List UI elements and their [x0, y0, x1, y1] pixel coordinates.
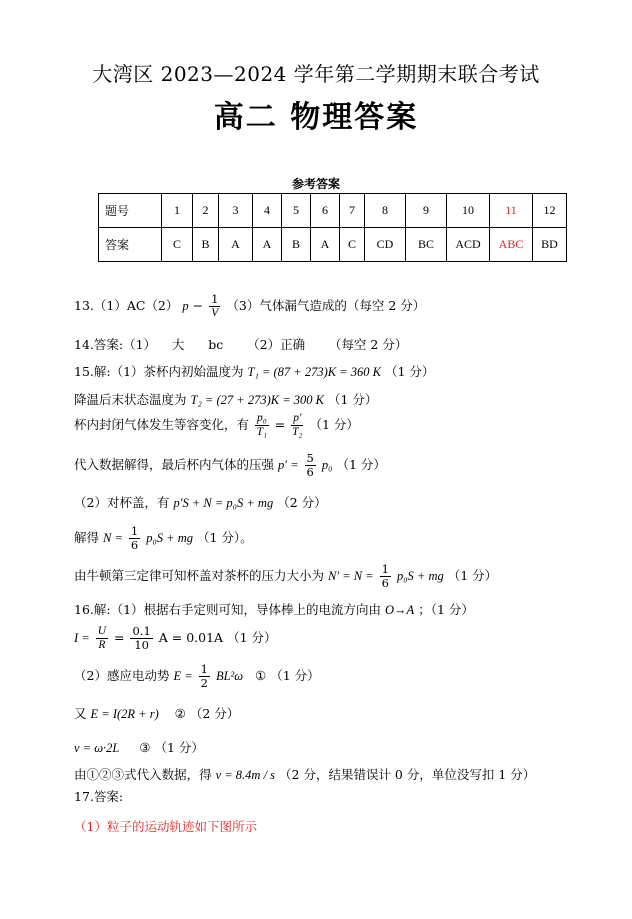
table-cell: 1	[162, 194, 193, 228]
table-cell: B	[282, 228, 311, 262]
q16-line-2	[74, 625, 277, 652]
q16-l3-score: （1 分）	[270, 668, 320, 683]
q15-l3-eq: =	[274, 417, 286, 432]
frac-num: 5	[306, 451, 314, 465]
q15-l3-text: 杯内封闭气体发生等容变化，有	[74, 417, 250, 432]
q16-l2-frac2	[130, 625, 152, 652]
q15-l1-text: 15.解:（1）茶杯内初始温度为	[74, 364, 244, 379]
table-cell: 6	[311, 194, 340, 228]
table-cell: 2	[193, 194, 219, 228]
table-cell: 8	[365, 194, 406, 228]
q15-l6-text: 解得	[74, 530, 100, 545]
q15-l5-text: （2）对杯盖，有	[74, 495, 170, 510]
q15-l7-rhs: p₀S + mg	[396, 569, 444, 583]
q15-l4-rhs: p₀	[321, 458, 333, 472]
table-cell: CD	[365, 228, 406, 262]
equation-ref-1: ①	[86, 767, 100, 782]
q15-line-4	[74, 452, 386, 479]
frac-num: U	[97, 625, 107, 637]
q16-line-4	[74, 704, 239, 722]
q15-l5-score: （2 分）	[277, 495, 327, 510]
q15-l5-math: p′S + N = p₀S + mg	[173, 496, 274, 510]
q13-p: p	[182, 299, 189, 313]
table-cell: BD	[533, 228, 567, 262]
answer-row	[99, 228, 567, 262]
q16-l2-rhs: A = 0.01A	[158, 630, 224, 645]
q15-l3-frac2	[291, 412, 303, 439]
q13-line	[74, 293, 425, 320]
q15-line-7	[74, 563, 497, 590]
frac-den: R	[98, 639, 106, 651]
q17-title: 17.答案:	[74, 789, 124, 804]
answer-table-caption: 参考答案	[291, 177, 340, 191]
q16-l2-score: （1 分）	[227, 630, 277, 645]
frac-num: 1	[381, 562, 389, 576]
q17-red-line: （1）粒子的运动轨迹如下图所示	[74, 819, 257, 834]
q15-line-6	[74, 525, 253, 552]
q15-l4-text: 代入数据解得，最后杯内气体的压强	[74, 457, 275, 472]
q15-l2-text: 降温后末状态温度为	[74, 392, 187, 407]
q15-line-1	[74, 362, 434, 380]
q16-l4-text: 又	[74, 706, 87, 721]
q16-line-3	[74, 663, 320, 690]
equation-ref-2: ②	[99, 767, 112, 782]
q16-l6-math: v = 8.4m / s	[215, 768, 276, 782]
table-cell-highlight: ABC	[490, 228, 533, 262]
q13-minus: −	[192, 298, 204, 313]
q15-l1-score: （1 分）	[385, 364, 435, 379]
q16-l1-math: O→A	[385, 603, 415, 617]
q16-l2-eq: =	[114, 630, 125, 645]
q15-l2-score: （1 分）	[327, 392, 378, 407]
answer-table	[98, 193, 567, 262]
q15-l7-score: （1 分）	[447, 568, 498, 583]
q15-l6-rhs: p₀S + mg	[146, 531, 194, 545]
table-cell: 5	[282, 194, 311, 228]
q16-l4-math: E = I(2R + r)	[90, 707, 159, 721]
table-cell: 10	[447, 194, 490, 228]
frac-den: T₁	[256, 426, 268, 438]
q16-line-6	[74, 765, 535, 783]
table-cell: 12	[533, 194, 567, 228]
table-cell: 9	[406, 194, 447, 228]
table-cell-highlight: 11	[490, 194, 533, 228]
equation-mark-3: ③	[139, 740, 151, 755]
question-number-row	[99, 194, 567, 228]
frac-num: p′	[293, 412, 302, 424]
q15-l6-score: （1 分）。	[197, 530, 253, 545]
q15-l6-frac	[129, 525, 140, 552]
q15-line-2	[74, 390, 377, 408]
q16-line-5	[74, 738, 204, 756]
subject-title: 高二 物理答案	[213, 100, 419, 135]
table-cell: BC	[406, 228, 447, 262]
equation-ref-3: ③	[111, 767, 125, 782]
q16-l5-math: v = ω·2L	[74, 741, 120, 755]
frac-num: 1	[130, 524, 139, 538]
q14-line: 14.答案:（1） 大 bc （2）正确 （每空 2 分）	[74, 337, 408, 352]
q16-l1-score: ；（1 分）	[418, 602, 474, 617]
frac-den: 2	[200, 676, 208, 690]
q13-frac-den: V	[211, 307, 219, 319]
q13-text-b: （3）气体漏气造成的（每空 2 分）	[226, 298, 426, 313]
q15-l4-lhs: p′ =	[278, 458, 299, 472]
q16-l3-frac	[199, 663, 210, 690]
q13-frac-num: 1	[211, 292, 219, 306]
q16-l1-text: 16.解:（1）根据右手定则可知，导体棒上的电流方向由	[74, 602, 382, 617]
row-label-number: 题号	[99, 194, 162, 228]
frac-den: 6	[130, 538, 139, 552]
q15-line-3	[74, 412, 359, 439]
q15-l1-math: T₁ = (87 + 273)K = 360 K	[247, 365, 382, 379]
frac-num: 1	[200, 662, 208, 676]
q15-l3-frac1	[255, 412, 269, 439]
q16-l6-score: （2 分，结果错误计 0 分，单位没写扣 1 分）	[279, 767, 536, 782]
q16-line-1	[74, 600, 474, 618]
q16-l3-rhs: BL²ω	[215, 669, 244, 683]
frac-den: 6	[381, 576, 389, 590]
q15-line-5	[74, 493, 327, 511]
table-cell: C	[340, 228, 365, 262]
q15-l4-frac	[305, 452, 316, 479]
q15-l7-text: 由牛顿第三定律可知杯盖对茶杯的压力大小为	[74, 568, 325, 583]
table-cell: A	[219, 228, 253, 262]
q16-l5-score: （1 分）	[154, 740, 204, 755]
table-cell: C	[162, 228, 193, 262]
exam-title: 大湾区 2023—2024 学年第二学期期末联合考试	[92, 62, 540, 86]
q15-l3-score: （1 分）	[309, 417, 359, 432]
table-cell: A	[311, 228, 340, 262]
q16-l3-lhs: E =	[173, 669, 193, 683]
frac-den: T₂	[292, 426, 303, 438]
q16-l3-text: （2）感应电动势	[74, 668, 170, 683]
q16-l6-b: 式代入数据，得	[124, 767, 212, 782]
frac-num: p₀	[257, 412, 267, 424]
equation-mark-2: ②	[174, 706, 186, 721]
q16-l4-score: （2 分）	[189, 706, 240, 721]
q15-l7-frac	[380, 563, 391, 590]
q16-l2-I: I =	[74, 631, 90, 645]
table-cell: 3	[219, 194, 253, 228]
equation-mark-1: ①	[255, 668, 267, 683]
q15-l6-lhs: N =	[103, 531, 123, 545]
table-cell: 4	[253, 194, 282, 228]
table-cell: B	[193, 228, 219, 262]
q15-l4-score: （1 分）	[336, 457, 386, 472]
frac-den: 10	[134, 638, 149, 652]
frac-num: 0.1	[132, 624, 151, 638]
q15-l2-math: T₂ = (27 + 273)K = 300 K	[190, 393, 324, 407]
q13-fraction	[209, 293, 220, 320]
row-label-answer: 答案	[99, 228, 162, 262]
frac-den: 6	[306, 465, 314, 479]
q15-l7-lhs: N′ = N =	[328, 569, 374, 583]
q16-l2-frac1	[96, 625, 108, 652]
q16-l6-a: 由	[74, 767, 87, 782]
table-cell: ACD	[447, 228, 490, 262]
table-cell: 7	[340, 194, 365, 228]
table-cell: A	[253, 228, 282, 262]
q13-text-a: 13.（1）AC（2）	[74, 298, 179, 313]
